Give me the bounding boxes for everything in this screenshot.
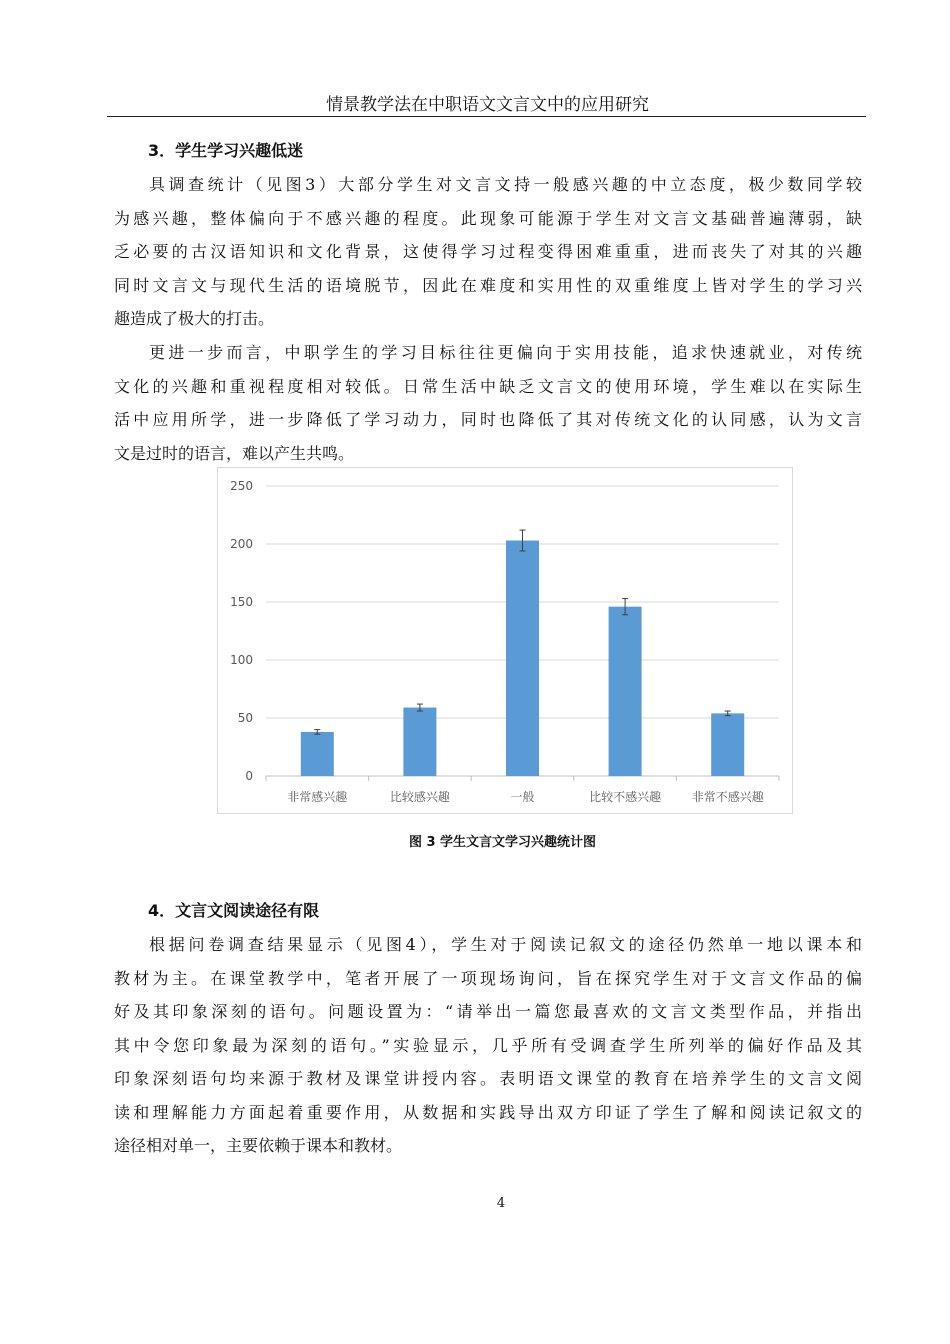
y-tick-label: 0 bbox=[245, 769, 253, 783]
text-line: 为感兴趣，整体偏向于不感兴趣的程度。此现象可能源于学生对文言文基础普遍薄弱，缺 bbox=[114, 208, 862, 228]
y-tick-label: 50 bbox=[237, 711, 253, 725]
x-tick-label: 非常感兴趣 bbox=[287, 790, 348, 804]
bar bbox=[301, 732, 334, 776]
figure-caption: 图 3 学生文言文学习兴趣统计图 bbox=[408, 835, 597, 850]
text-line: 文化的兴趣和重视程度相对较低。日常生活中缺乏文言文的使用环境，学生难以在实际生 bbox=[114, 376, 862, 396]
y-tick-label: 100 bbox=[230, 653, 253, 667]
x-tick-label: 一般 bbox=[510, 790, 535, 804]
bar bbox=[403, 708, 436, 776]
y-tick-label: 150 bbox=[230, 595, 253, 609]
y-tick-label: 200 bbox=[230, 537, 253, 551]
section4-paragraph-1 bbox=[114, 928, 862, 1163]
x-tick-label: 比较不感兴趣 bbox=[589, 790, 662, 804]
text-line: 文是过时的语言，难以产生共鸣。 bbox=[114, 443, 355, 463]
x-tick-label: 非常不感兴趣 bbox=[691, 790, 764, 804]
text-line: 根据问卷调查结果显示（见图4），学生对于阅读记叙文的途径仍然单一地以课本和 bbox=[149, 935, 862, 954]
bar-chart bbox=[217, 467, 793, 814]
text-line: 乏必要的古汉语知识和文化背景，这使得学习过程变得困难重重，进而丧失了对其的兴趣 bbox=[114, 242, 862, 261]
x-tick-label: 比较感兴趣 bbox=[389, 790, 450, 804]
text-line: 教材为主。在课堂教学中，笔者开展了一项现场询问，旨在探究学生对于文言文作品的偏 bbox=[114, 968, 862, 988]
section3-paragraph-2 bbox=[114, 336, 862, 470]
bar bbox=[609, 607, 642, 776]
section-heading-4: 4．文言文阅读途径有限 bbox=[148, 901, 320, 920]
text-line: 读和理解能力方面起着重要作用，从数据和实践导出双方印证了学生了解和阅读记叙文的 bbox=[114, 1102, 862, 1122]
bar bbox=[506, 541, 539, 776]
page-number: 4 bbox=[496, 1196, 506, 1211]
text-line: 活中应用所学，进一步降低了学习动力，同时也降低了其对传统文化的认同感，认为文言 bbox=[114, 410, 862, 429]
text-line: 趣造成了极大的打击。 bbox=[114, 309, 275, 328]
text-line: 其中令您印象最为深刻的语句。”实验显示，几乎所有受调查学生所列举的偏好作品及其 bbox=[114, 1035, 862, 1055]
text-line: 具调查统计（见图3）大部分学生对文言文持一般感兴趣的中立态度，极少数同学较 bbox=[149, 175, 862, 194]
chart-canvas bbox=[218, 468, 794, 815]
bar bbox=[711, 713, 744, 776]
text-line: 印象深刻语句均来源于教材及课堂讲授内容。表明语文课堂的教育在培养学生的文言文阅 bbox=[114, 1069, 862, 1088]
section-heading-3: 3．学生学习兴趣低迷 bbox=[148, 141, 304, 160]
text-line: 途径相对单一，主要依赖于课本和教材。 bbox=[114, 1136, 403, 1155]
y-tick-label: 250 bbox=[230, 479, 253, 493]
section3-paragraph-1 bbox=[114, 168, 862, 336]
running-header: 情景教学法在中职语文文言文中的应用研究 bbox=[326, 95, 649, 115]
text-line: 更进一步而言，中职学生的学习目标往往更偏向于实用技能，追求快速就业，对传统 bbox=[149, 343, 862, 362]
text-line: 好及其印象深刻的语句。问题设置为：“请举出一篇您最喜欢的文言文类型作品，并指出 bbox=[114, 1002, 862, 1021]
header-rule bbox=[107, 116, 866, 117]
text-line: 同时文言文与现代生活的语境脱节，因此在难度和实用性的双重维度上皆对学生的学习兴 bbox=[114, 275, 862, 295]
